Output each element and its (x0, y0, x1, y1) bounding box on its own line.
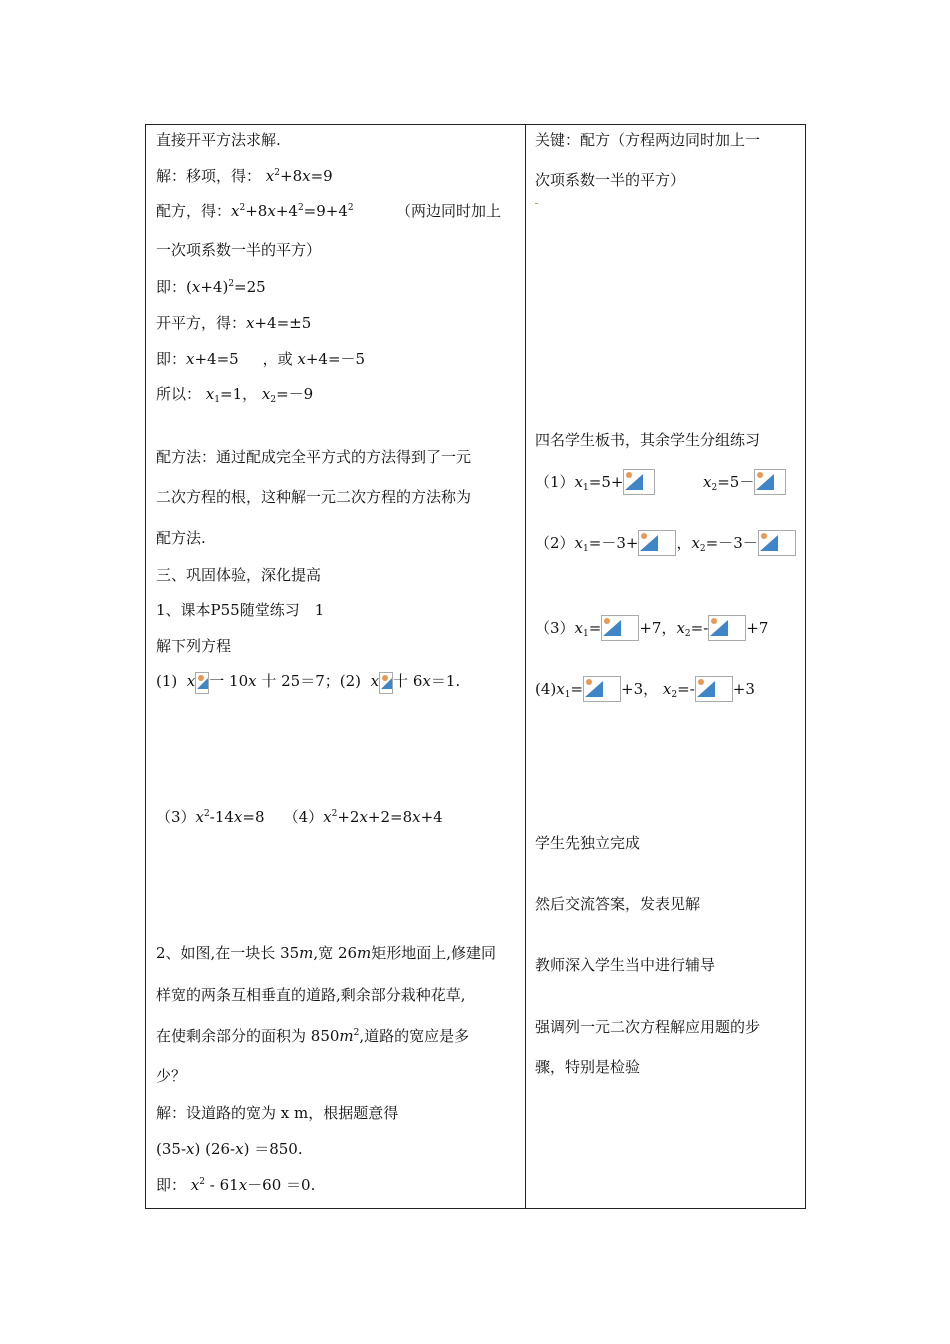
image-placeholder-icon (695, 676, 733, 702)
solution-line-2: (35-x) (26-x) ＝850. (156, 1140, 303, 1158)
image-placeholder-icon (195, 672, 209, 694)
question-2-line-4: 少？ (156, 1067, 187, 1085)
left-line-6: 开平方，得：x+4=±5 (156, 314, 312, 332)
problems-1-2: (1) x 一 10x 十 25＝7；(2) x 十 6x＝1. (156, 671, 460, 694)
left-line-7: 即：x+4=5 ，或 x+4=－5 (156, 350, 366, 368)
definition-line-2: 二次方程的根，这种解一元二次方程的方法称为 (156, 488, 472, 506)
exercise-heading: 1、课本P55随堂练习 1 (156, 601, 325, 619)
question-2-line-2: 样宽的两条互相垂直的道路,剩余部分栽种花草, (156, 986, 466, 1004)
answer-3: $(3)x_1=$ +7，$x_2=-$ +7 (535, 615, 768, 641)
image-placeholder-icon (754, 469, 786, 495)
answer-1-second: $x_2=5-$ (703, 469, 786, 495)
image-placeholder-icon (708, 615, 746, 641)
right-board-note: 四名学生板书，其余学生分组练习 (535, 431, 761, 449)
answer-2: $(2)x_1=-3+$ ，$x_2=-3-$ (535, 530, 796, 556)
teaching-note-4: 强调列一元二次方程解应用题的步 (535, 1018, 761, 1036)
image-placeholder-icon (379, 672, 393, 694)
image-placeholder-icon (601, 615, 639, 641)
image-placeholder-icon (638, 530, 676, 556)
left-line-3: 配方，得：$x^2+8x+4^2=9+4^2$ (156, 202, 354, 220)
column-divider (525, 125, 526, 1208)
question-2-line-1: 2、如图,在一块长 35m,宽 26m矩形地面上,修建同 (156, 944, 497, 962)
right-key-line-1: 关键：配方（方程两边同时加上一 (535, 131, 761, 149)
problems-3-4: $(3)x^2-14x=8$ $(4)x^2+2x+2=8x+4$ (156, 808, 443, 826)
teaching-note-5: 骤，特别是检验 (535, 1058, 641, 1076)
definition-line-1: 配方法：通过配成完全平方式的方法得到了一元 (156, 448, 472, 466)
section-heading: 三、巩固体验，深化提高 (156, 566, 322, 584)
image-placeholder-icon (758, 530, 796, 556)
left-line-2: 解：移项，得： $x^2+8x=9$ (156, 167, 333, 185)
small-mark (535, 203, 538, 204)
solution-line-1: 解：设道路的宽为 x m，根据题意得 (156, 1104, 399, 1122)
lesson-table (145, 124, 806, 1209)
solution-line-3: 即： $x^2 - 61x-60 =0$. (156, 1176, 316, 1194)
teaching-note-3: 教师深入学生当中进行辅导 (535, 956, 716, 974)
left-line-4: 一次项系数一半的平方） (156, 241, 322, 259)
teaching-note-2: 然后交流答案，发表见解 (535, 895, 701, 913)
question-2-line-3: 在使剩余部分的面积为 $850m^2$,道路的宽应是多 (156, 1027, 470, 1045)
left-line-5: 即：$(x+4)^2=25$ (156, 278, 266, 296)
image-placeholder-icon (623, 469, 655, 495)
left-line-3-note: （两边同时加上 (396, 202, 502, 220)
right-key-line-2: 次项系数一半的平方） (535, 171, 686, 189)
answer-4: $(4)x_1=$ +3， $x_2=-$ +3 (535, 676, 755, 702)
left-line-8: 所以： $x_1=1$， $x_2=-9$ (156, 385, 314, 405)
answer-1: $(1)x_1=5+$ (535, 469, 655, 495)
image-placeholder-icon (583, 676, 621, 702)
left-line-1: 直接开平方法求解. (156, 131, 281, 149)
exercise-instruction: 解下列方程 (156, 637, 232, 655)
definition-line-3: 配方法. (156, 529, 206, 547)
teaching-note-1: 学生先独立完成 (535, 834, 641, 852)
